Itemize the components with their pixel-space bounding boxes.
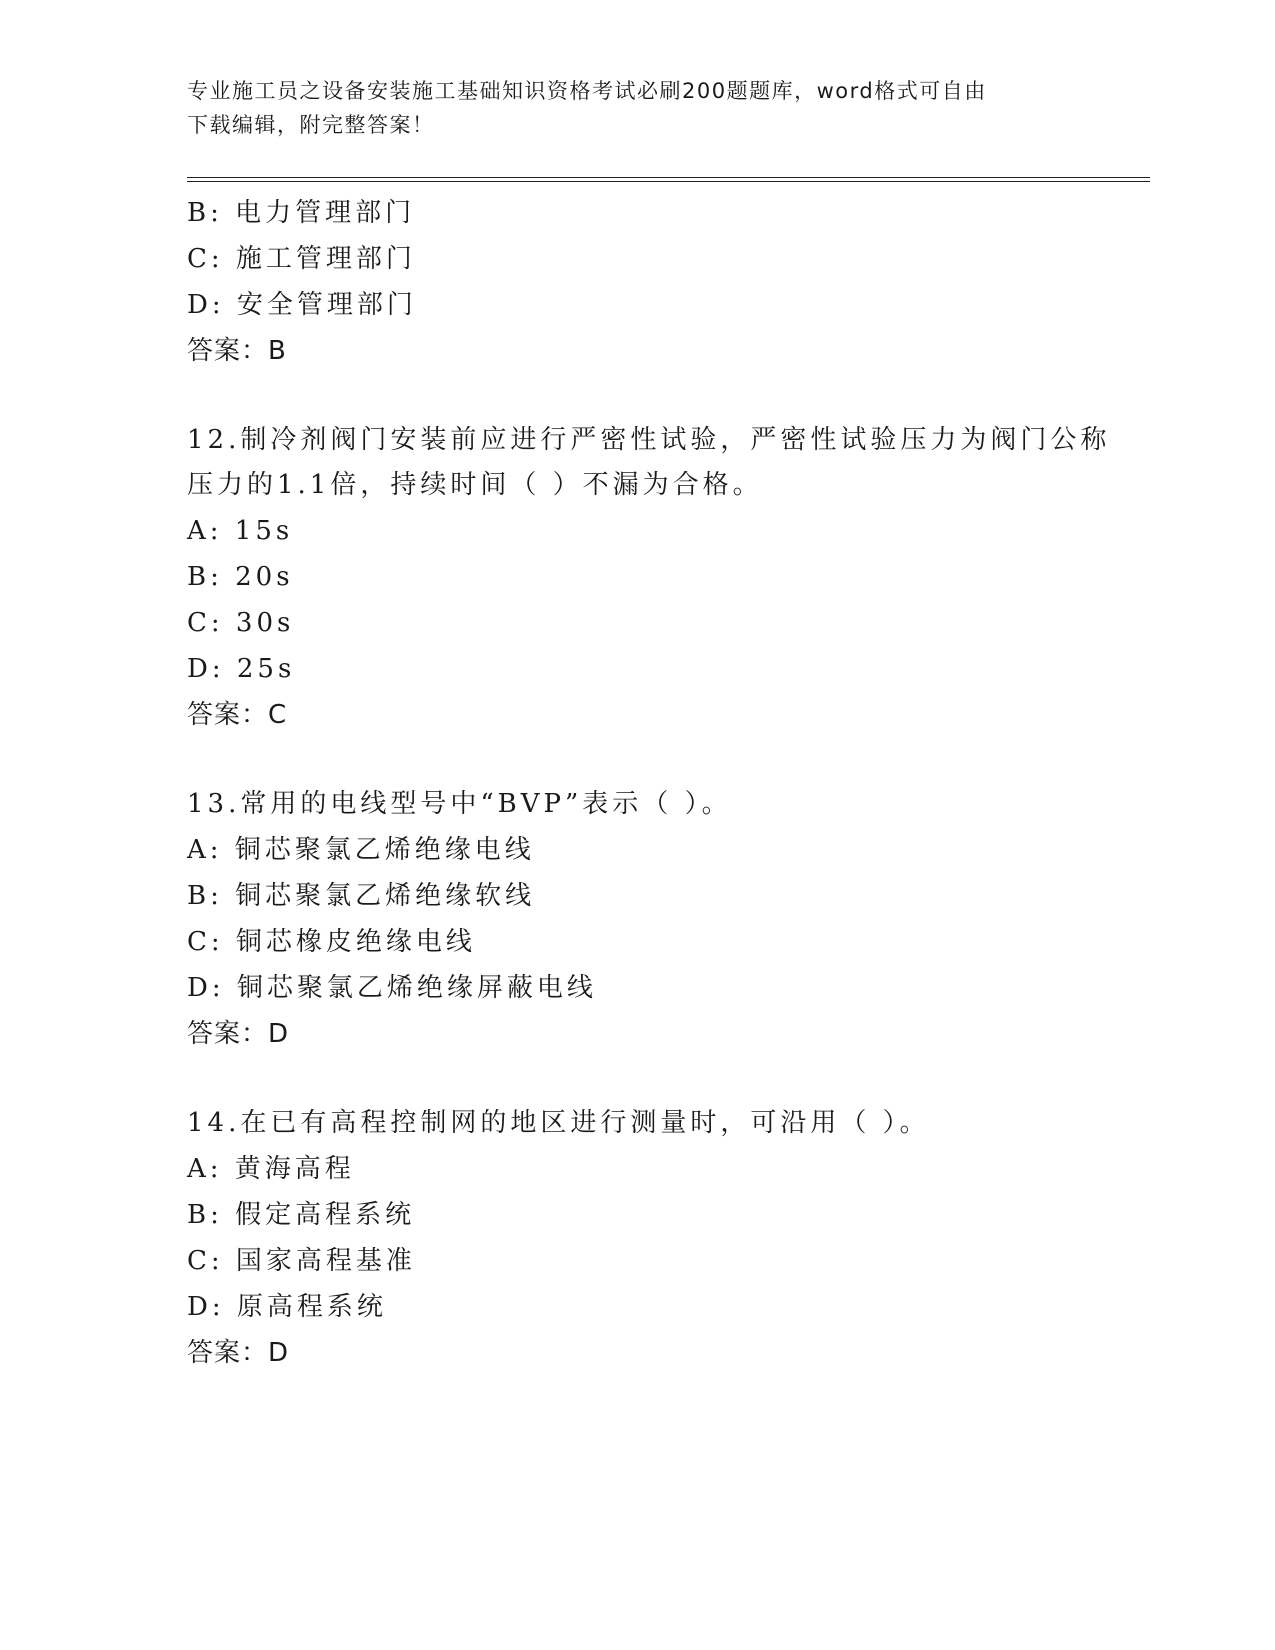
- header-title-line-2: 下载编辑，附完整答案！: [187, 113, 435, 137]
- answer-line: 答案：B: [187, 336, 287, 366]
- option-d: D: 安全管理部门: [187, 290, 417, 320]
- header-title-line-1: 专业施工员之设备安装施工基础知识资格考试必刷200题题库，word格式可自由: [187, 79, 987, 103]
- option-b: B: 假定高程系统: [187, 1200, 416, 1230]
- answer-line: 答案：D: [187, 1338, 290, 1368]
- option-c: C: 施工管理部门: [187, 244, 416, 274]
- option-b: B: 铜芯聚氯乙烯绝缘软线: [187, 881, 536, 911]
- question-stem-continued: 压力的1.1倍，持续时间（ ）不漏为合格。: [187, 470, 763, 500]
- option-a: A: 15s: [187, 516, 294, 546]
- option-b: B: 20s: [187, 562, 294, 592]
- question-11-tail: [187, 190, 1087, 374]
- option-b: B: 电力管理部门: [187, 198, 416, 228]
- header-divider-top: [187, 177, 1150, 178]
- answer-line: 答案：C: [187, 700, 288, 730]
- option-d: D: 铜芯聚氯乙烯绝缘屏蔽电线: [187, 973, 597, 1003]
- question-stem: 12.制冷剂阀门安装前应进行严密性试验，严密性试验压力为阀门公称: [187, 425, 1111, 455]
- option-d: D: 25s: [187, 654, 296, 684]
- option-d: D: 原高程系统: [187, 1292, 387, 1322]
- option-a: A: 黄海高程: [187, 1154, 355, 1184]
- question-13: [187, 782, 1087, 1057]
- answer-line: 答案：D: [187, 1019, 290, 1049]
- question-14: [187, 1101, 1087, 1376]
- document-header: [187, 74, 1067, 142]
- question-12: [187, 418, 1111, 738]
- option-a: A: 铜芯聚氯乙烯绝缘电线: [187, 835, 535, 865]
- option-c: C: 铜芯橡皮绝缘电线: [187, 927, 476, 957]
- header-divider-bottom: [187, 181, 1150, 182]
- option-c: C: 国家高程基准: [187, 1246, 416, 1276]
- question-content: [187, 190, 1111, 1376]
- question-stem: 13.常用的电线型号中“BVP”表示（ ）。: [187, 789, 732, 819]
- option-c: C: 30s: [187, 608, 295, 638]
- question-stem: 14.在已有高程控制网的地区进行测量时，可沿用（ ）。: [187, 1108, 930, 1138]
